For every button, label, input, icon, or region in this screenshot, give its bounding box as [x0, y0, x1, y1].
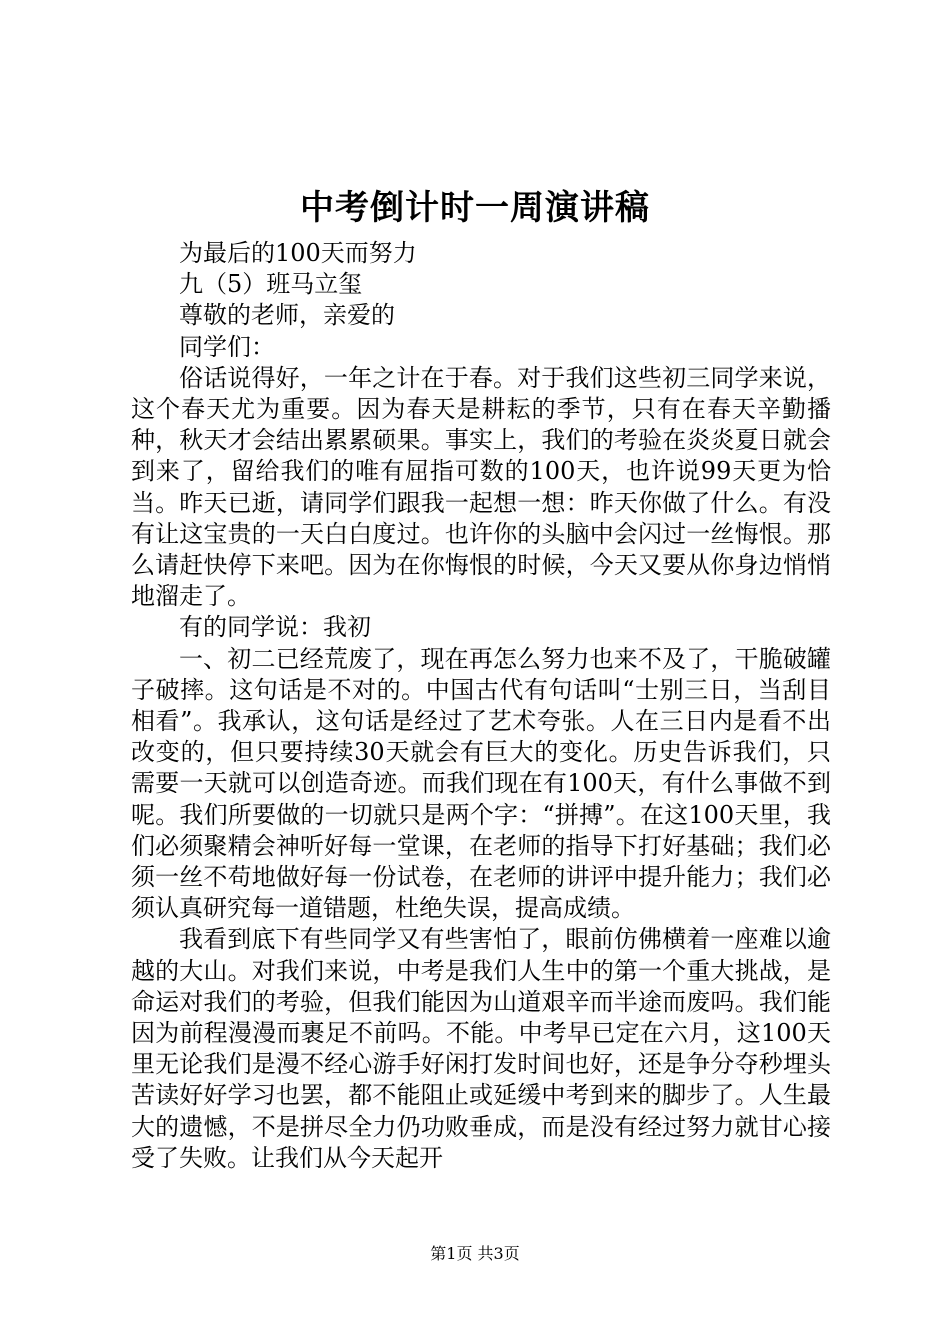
body-paragraph: 有的同学说：我初 [179, 613, 371, 642]
page-title: 中考倒计时一周演讲稿 [300, 188, 650, 228]
salutation-line: 尊敬的老师，亲爱的 [179, 301, 395, 330]
body-paragraph: 一、初二已经荒废了，现在再怎么努力也来不及了，干脆破罐子破摔。这句话是不对的。中国古代有句话叫“士别三日，当刮目相看”。我承认，这句话是经过了艺术夸张。人在三日内是看不出改变的，但只要持续30天就会有巨大的变化。历史告诉我们，只需要一天就可以创造奇迹。而我们现在有100天，有什么事做不到呢。我们所要做的一切就只是两个字：“拼搏”。在这100天里，我们必须聚精会神听好每一堂课，在老师的指导下打好基础；我们必须一丝不苟地做好每一份试卷，在老师的讲评中提升能力；我们必须认真研究每一道错题，杜绝失误，提高成绩。 [131, 644, 831, 923]
body-paragraph: 俗话说得好，一年之计在于春。对于我们这些初三同学来说，这个春天尤为重要。因为春天是耕耘的季节，只有在春天辛勤播种，秋天才会结出累累硕果。事实上，我们的考验在炎炎夏日就会到来了，留给我们的唯有屈指可数的100天，也许说99天更为恰当。昨天已逝，请同学们跟我一起想一想：昨天你做了什么。有没有让这宝贵的一天白白度过。也许你的头脑中会闪过一丝悔恨。那么请赶快停下来吧。因为在你悔恨的时候，今天又要从你身边悄悄地溜走了。 [131, 363, 831, 611]
subtitle: 为最后的100天而努力 [179, 239, 417, 267]
page-number-footer: 第1页 共3页 [430, 1244, 520, 1263]
salutation-continuation: 同学们： [179, 332, 275, 361]
author-line: 九（5）班马立玺 [179, 270, 363, 299]
document-body [131, 238, 831, 1174]
body-paragraph: 我看到底下有些同学又有些害怕了，眼前仿佛横着一座难以逾越的大山。对我们来说，中考是我们人生中的第一个重大挑战，是命运对我们的考验，但我们能因为山道艰辛而半途而废吗。我们能因为前程漫漫而裹足不前吗。不能。中考早已定在六月，这100天里无论我们是漫不经心游手好闲打发时间也好，还是争分夺秒埋头苦读好好学习也罢，都不能阻止或延缓中考到来的脚步了。人生最大的遗憾，不是拼尽全力仍功败垂成，而是没有经过努力就甘心接受了失败。让我们从今天起开 [131, 925, 831, 1172]
